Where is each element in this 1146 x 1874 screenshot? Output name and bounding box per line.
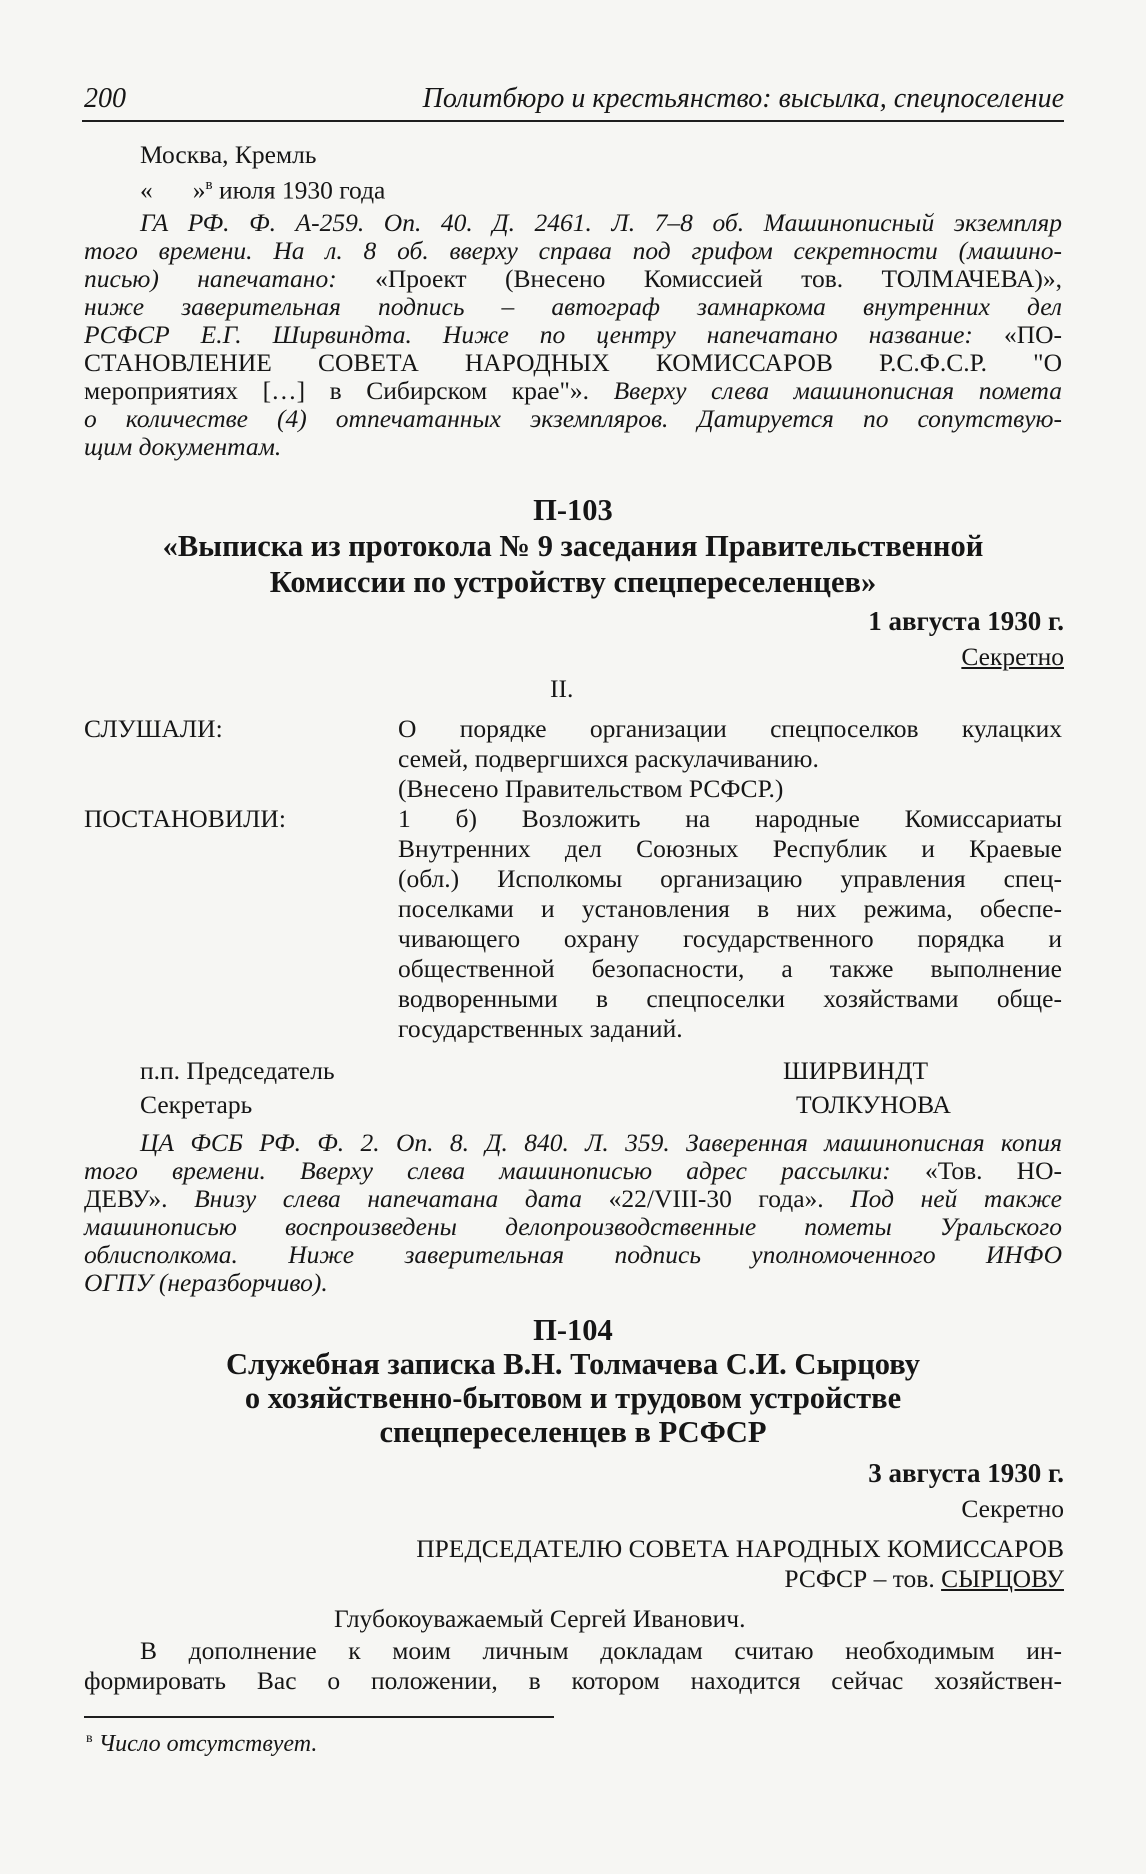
heard-line-3: (Внесено Правительством РСФСР.) [398, 774, 784, 803]
chair-label: п.п. Председатель [140, 1056, 335, 1085]
source1-line-8: о количестве (4) отпечатанных экземпляров. Датируется по сопутствую- [84, 404, 1062, 433]
addressee-line-1: ПРЕДСЕДАТЕЛЮ СОВЕТА НАРОДНЫХ КОМИССАРОВ [416, 1534, 1064, 1563]
chair-name: ШИРВИНДТ [783, 1056, 929, 1085]
source1-line-5: РСФСР Е.Г. Ширвиндта. Ниже по центру напечатано название: «ПО- [84, 320, 1063, 349]
footnote-rule [84, 1716, 554, 1718]
doc-103-secrecy: Секретно [961, 642, 1064, 671]
source2-line-4: машинописью воспроизведены делопроизводственные пометы Уральского [84, 1212, 1062, 1241]
source1-line-6: СТАНОВЛЕНИЕ СОВЕТА НАРОДНЫХ КОМИССАРОВ Р.С.Ф.С.Р. "О [84, 348, 1062, 377]
salutation: Глубокоуважаемый Сергей Иванович. [334, 1604, 746, 1633]
page-number: 200 [84, 83, 126, 114]
source2-line-1: ЦА ФСБ РФ. Ф. 2. Оп. 8. Д. 840. Л. 359. Заверенная машинописная копия [140, 1128, 1062, 1157]
footnote [86, 1724, 317, 1759]
doc-103-date: 1 августа 1930 г. [868, 606, 1064, 636]
doc-104-title-line-2: о хозяйственно-бытовом и трудовом устройстве [244, 1381, 902, 1415]
doc-104-title-line-1: Служебная записка В.Н. Толмачева С.И. Сырцову [226, 1347, 920, 1381]
body-line-2: формировать Вас о положении, в котором находится сейчас хозяйствен- [84, 1666, 1062, 1695]
resolved-line-4: поселками и установления в них режима, обеспе- [398, 894, 1062, 923]
secretary-label: Секретарь [140, 1090, 253, 1119]
source2-line-2: того времени. Вверху слева машинописью адрес рассылки: «Тов. НО- [84, 1156, 1063, 1185]
resolved-line-3: (обл.) Исполкомы организацию управления спец- [398, 864, 1062, 893]
footnote-text: Число отсутствует. [98, 1731, 318, 1757]
heard-line-1: О порядке организации спецпоселков кулацких [398, 714, 1062, 743]
source2-line-3: ДЕВУ». Внизу слева напечатана дата «22/VIII-30 года». Под ней также [84, 1184, 1062, 1213]
doc-103-title-line-2: Комиссии по устройству спецпереселенцев» [269, 565, 877, 599]
date-line [140, 170, 385, 206]
source2-line-5: облисполкома. Ниже заверительная подпись уполномоченного ИНФО [84, 1240, 1062, 1269]
doc-104-number: П-104 [533, 1313, 613, 1347]
resolved-line-7: водворенными в спецпоселки хозяйствами обще- [398, 984, 1062, 1013]
date-text: июля 1930 года [218, 175, 386, 205]
resolved-line-5: чивающего охрану государственного порядка и [398, 924, 1062, 953]
header-rule [82, 120, 1064, 122]
heard-line-2: семей, подвергшихся раскулачиванию. [398, 744, 819, 773]
source1-line-4: ниже заверительная подпись – автограф замнаркома внутренних дел [84, 292, 1062, 321]
source2-line-6: ОГПУ (неразборчиво). [84, 1268, 328, 1297]
date-open-quote: « [140, 175, 153, 205]
heard-label: СЛУШАЛИ: [84, 714, 223, 743]
date-close-quote: » [192, 175, 206, 205]
secretary-name: ТОЛКУНОВА [796, 1090, 951, 1119]
doc-103-section: II. [550, 674, 574, 703]
footnote-marker: в [86, 1731, 93, 1746]
resolved-label: ПОСТАНОВИЛИ: [84, 804, 286, 833]
resolved-line-8: государственных заданий. [398, 1014, 683, 1043]
body-line-1: В дополнение к моим личным докладам считаю необходимым ин- [140, 1636, 1062, 1665]
doc-103-title-line-1: «Выписка из протокола № 9 заседания Правительственной [162, 529, 984, 563]
doc-104-title-line-3: спецпереселенцев в РСФСР [379, 1415, 767, 1449]
source1-line-3: писью) напечатано: «Проект (Внесено Комиссией тов. ТОЛМАЧЕВА)», [84, 264, 1063, 293]
addressee-line-2: РСФСР – тов. СЫРЦОВУ [784, 1564, 1064, 1593]
place-line: Москва, Кремль [140, 140, 317, 169]
footnote-ref-v: в [205, 177, 213, 193]
running-title: Политбюро и крестьянство: высылка, спецпоселение [422, 83, 1064, 114]
source1-line-7: мероприятиях […] в Сибирском крае"». Вверху слева машинописная помета [84, 376, 1062, 405]
source1-line-1: ГА РФ. Ф. А-259. Оп. 40. Д. 2461. Л. 7–8 об. Машинописный экземпляр [140, 208, 1062, 237]
doc-104-secrecy: Секретно [961, 1494, 1064, 1523]
source1-line-9: щим документам. [84, 432, 282, 461]
resolved-line-1: 1 б) Возложить на народные Комиссариаты [398, 804, 1062, 833]
resolved-line-6: общественной безопасности, а также выполнение [398, 954, 1062, 983]
doc-104-date: 3 августа 1930 г. [868, 1458, 1064, 1488]
doc-103-number: П-103 [533, 493, 613, 527]
source1-line-2: того времени. На л. 8 об. вверху справа под грифом секретности (машино- [84, 236, 1062, 265]
resolved-line-2: Внутренних дел Союзных Республик и Краевые [398, 834, 1062, 863]
